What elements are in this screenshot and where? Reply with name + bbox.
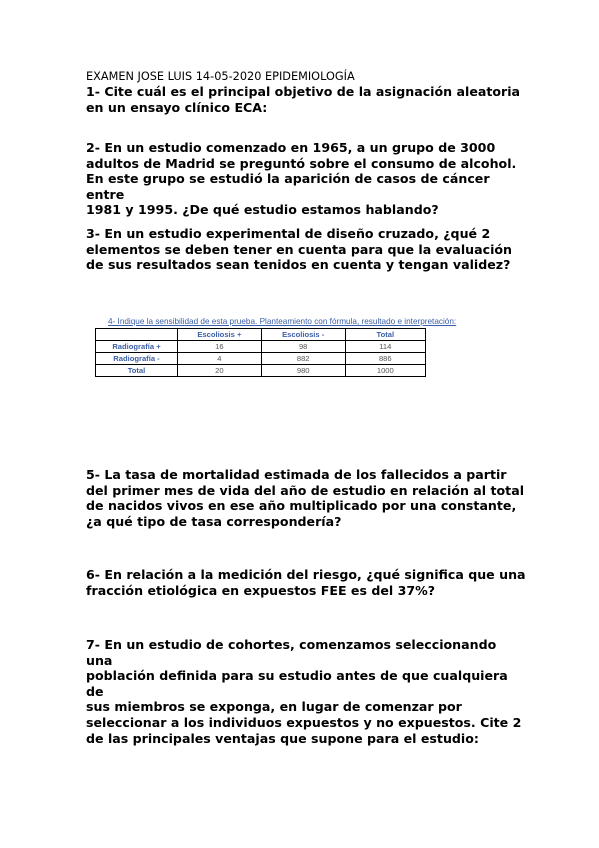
row-label: Total [96,365,178,377]
table-cell: 886 [345,353,425,365]
question-4-title: 4- Indique la sensibilidad de esta prueba. Planteamiento con fórmula, resultado e interpretación: [108,317,457,326]
question-7: 7- En un estudio de cohortes, comenzamos seleccionando una población definida para su estudio antes de que cualquiera de sus miembros se exponga, en lugar de comenzar por seleccionar a los individuos expuestos y no expuestos. Cite 2 de las principales ventajas que supone para el estudio: [86,637,522,746]
question-6: 6- En relación a la medición del riesgo, ¿qué significa que una fracción etiológica en expuestos FEE es del 37%? [86,567,526,598]
question-3: 3- En un estudio experimental de diseño cruzado, ¿qué 2 elementos se deben tener en cuenta para que la evaluación de sus resultados sean tenidos en cuenta y tengan validez? [86,226,513,273]
table-cell: 16 [177,341,261,353]
question-5: 5- La tasa de mortalidad estimada de los fallecidos a partir del primer mes de vida del año de estudio en relación al total de nacidos vivos en ese año multiplicado por una constante, ¿a qué tipo de tasa correspondería? [86,467,525,529]
table-cell: 98 [261,341,345,353]
sensitivity-table [95,328,426,377]
table-header-row [96,329,426,341]
table-cell: 114 [345,341,425,353]
row-label: Radiografía - [96,353,178,365]
table-row [96,365,426,377]
table-header-cell: Escoliosis - [261,329,345,341]
table-cell: 4 [177,353,261,365]
table-cell: 20 [177,365,261,377]
table-cell: 980 [261,365,345,377]
exam-header: EXAMEN JOSE LUIS 14-05-2020 EPIDEMIOLOGÍA [86,70,355,83]
table-cell: 882 [261,353,345,365]
table-cell: 1000 [345,365,425,377]
table-header-cell: Escoliosis + [177,329,261,341]
table-row [96,353,426,365]
question-1: 1- Cite cuál es el principal objetivo de la asignación aleatoria en un ensayo clínico ECA: [86,84,521,115]
row-label: Radiografía + [96,341,178,353]
question-2: 2- En un estudio comenzado en 1965, a un grupo de 3000 adultos de Madrid se preguntó sobre el consumo de alcohol. En este grupo se estudió la aparición de casos de cáncer entre 1981 y 1995. ¿De qué estudio estamos hablando? [86,140,517,218]
table-header-cell: Total [345,329,425,341]
table-header-cell [96,329,178,341]
table-row [96,341,426,353]
